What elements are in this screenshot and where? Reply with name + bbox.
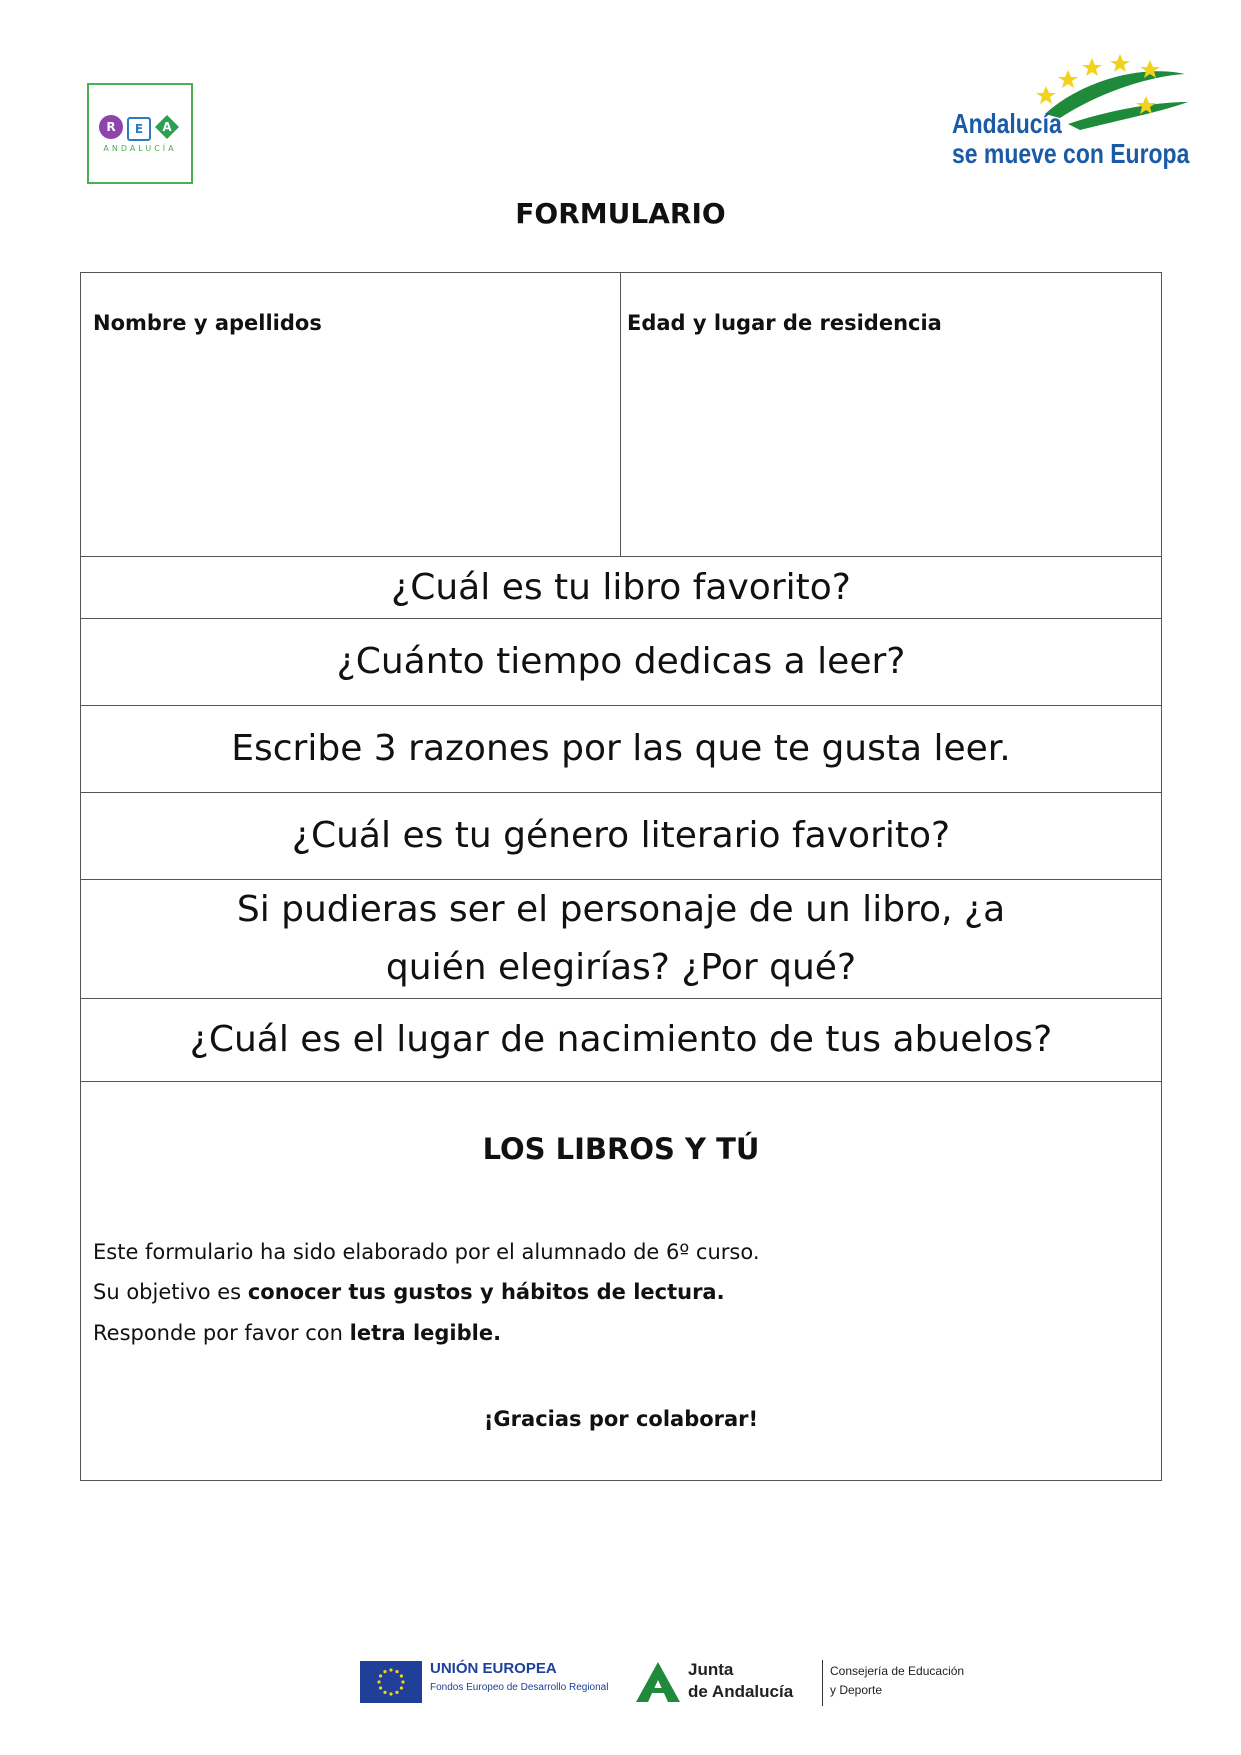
personal-info-row bbox=[81, 273, 1161, 557]
name-field[interactable] bbox=[81, 273, 621, 556]
info-line-1: Este formulario ha sido elaborado por el alumnado de 6º curso. bbox=[93, 1240, 760, 1264]
eu-flag-icon bbox=[360, 1661, 422, 1703]
eu-title: UNIÓN EUROPEA bbox=[430, 1660, 557, 1677]
question-book-character: Si pudieras ser el personaje de un libro, ¿a quién elegirías? ¿Por qué? bbox=[236, 889, 1006, 988]
info-line-3-bold: letra legible. bbox=[349, 1321, 502, 1345]
question-grandparents-birthplace: ¿Cuál es el lugar de nacimiento de tus abuelos? bbox=[189, 1019, 1053, 1060]
info-line-3-prefix: Responde por favor con bbox=[93, 1321, 350, 1345]
age-residence-field[interactable] bbox=[621, 273, 1161, 556]
rea-andalucia-logo bbox=[87, 83, 193, 184]
question-row[interactable] bbox=[81, 619, 1161, 706]
rea-letter-e: E bbox=[127, 117, 151, 141]
junta-line-2: de Andalucía bbox=[688, 1682, 794, 1701]
info-line-2-prefix: Su objetivo es bbox=[93, 1280, 248, 1304]
info-line-2 bbox=[93, 1280, 725, 1304]
junta-line-1: Junta bbox=[688, 1660, 734, 1679]
question-row[interactable] bbox=[81, 793, 1161, 880]
question-row[interactable] bbox=[81, 706, 1161, 793]
question-row[interactable] bbox=[81, 999, 1161, 1082]
question-row[interactable] bbox=[81, 880, 1161, 999]
eu-stars-icon bbox=[360, 1661, 422, 1703]
junta-andalucia-icon bbox=[634, 1660, 682, 1704]
rea-letter-a: A bbox=[155, 115, 179, 139]
rea-letter-r: R bbox=[99, 115, 123, 139]
andalucia-logo-line2: se mueve con Europa bbox=[952, 138, 1190, 169]
consejeria-line-2: y Deporte bbox=[830, 1683, 883, 1697]
eu-subtitle: Fondos Europeo de Desarrollo Regional bbox=[430, 1682, 609, 1693]
info-section bbox=[81, 1082, 1161, 1480]
andalucia-europa-logo bbox=[950, 52, 1190, 172]
form-table bbox=[80, 272, 1162, 1481]
page-title: FORMULARIO bbox=[515, 197, 726, 230]
question-row[interactable] bbox=[81, 557, 1161, 619]
info-line-2-bold: conocer tus gustos y hábitos de lectura. bbox=[247, 1280, 725, 1304]
info-thanks: ¡Gracias por colaborar! bbox=[483, 1407, 759, 1431]
question-favorite-book: ¿Cuál es tu libro favorito? bbox=[391, 566, 851, 608]
question-three-reasons: Escribe 3 razones por las que te gusta leer. bbox=[231, 728, 1011, 769]
name-label: Nombre y apellidos bbox=[93, 311, 322, 335]
question-favorite-genre: ¿Cuál es tu género literario favorito? bbox=[291, 815, 951, 856]
footer-logos bbox=[358, 1656, 978, 1712]
info-line-3 bbox=[93, 1321, 501, 1345]
question-reading-time: ¿Cuánto tiempo dedicas a leer? bbox=[336, 641, 906, 682]
consejeria-line-1: Consejería de Educación bbox=[830, 1664, 965, 1678]
footer-divider bbox=[822, 1660, 823, 1706]
info-heading: LOS LIBROS Y TÚ bbox=[482, 1132, 760, 1166]
andalucia-logo-line1: Andalucía bbox=[952, 108, 1062, 139]
age-residence-label: Edad y lugar de residencia bbox=[627, 311, 942, 335]
rea-logo-subtitle: ANDALUCÍA bbox=[103, 144, 177, 153]
